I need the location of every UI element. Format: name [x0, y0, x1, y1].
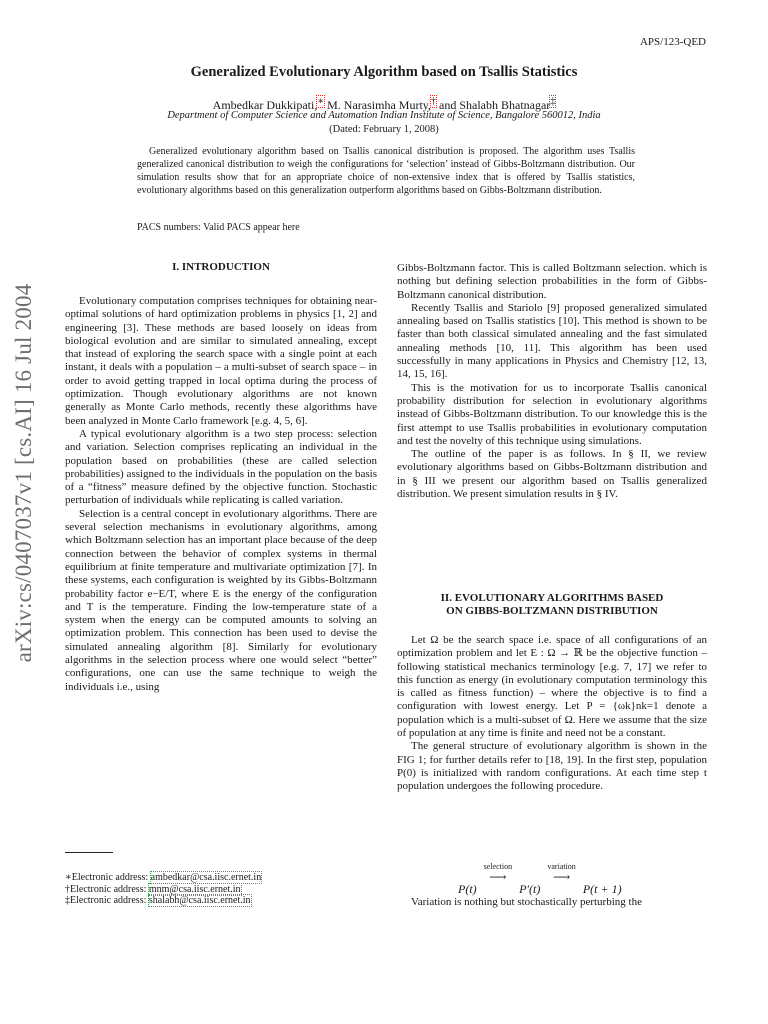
paragraph: This is the motivation for us to incorporate Tsallis canonical probability distribution for selection in evolutionary algorithms instead of Gibbs-Boltzmann distribution. To our knowledge this is the first attempt to use Tsallis probabilities in evolutionary computation and test the novelty of this technique using simulations.: [397, 381, 707, 447]
equation-arrow: $^{selection}$ ⟶: [483, 862, 513, 884]
paragraph: Variation is nothing but stochastically perturbing the: [411, 896, 642, 908]
email-link[interactable]: mnm@csa.iisc.ernet.in: [148, 883, 241, 895]
report-id: APS/123-QED: [639, 36, 706, 48]
paragraph: Evolutionary computation comprises techniques for obtaining near-optimal solutions of hard optimization problems in physics [1, 2] and engineering [3]. These methods are based loosely on ideas from biological evolution and are similar to simulated annealing, except that instead of exploring the search space with a single point at each instant, it deals with a population – a multi-subset of search space – in order to avoid getting trapped in local optima during the process of optimization. Though evolutionary algorithms are not known generally as Monte Carlo methods, recently these algorithms have been analyzed in Monte Carlo framework [e.g. 4, 5, 6].: [65, 295, 377, 427]
email-link[interactable]: ambedkar@csa.iisc.ernet.in: [150, 872, 262, 883]
paragraph: Recently Tsallis and Stariolo [9] proposed generalized simulated annealing based on Tsallis statistics [10]. This method is shown to be faster than both classical simulated annealing and the fast simulated annealing methods [10, 11]. This algorithm has been used successfully in many applications in Physics and Chemistry [12, 13, 14, 15, 16].: [397, 301, 707, 381]
equation-term: P′(t): [519, 882, 541, 896]
footnote: [65, 895, 261, 907]
equation-arrow: $^{variation}$ ⟶: [547, 862, 576, 884]
email-link[interactable]: shalabh@csa.iisc.ernet.in: [148, 895, 251, 906]
author-name: Ambedkar Dukkipati,: [212, 98, 318, 112]
equation-arrow-label: selection: [483, 862, 513, 871]
equation-term: P(t): [458, 882, 477, 896]
footnote-link[interactable]: †: [431, 96, 436, 107]
section-heading: I. INTRODUCTION: [172, 261, 270, 273]
footnote-label: ‡Electronic address:: [65, 895, 149, 906]
equation-arrow-label: variation: [547, 862, 576, 871]
date-line: (Dated: February 1, 2008): [329, 124, 439, 135]
footnote-label: ∗Electronic address:: [65, 872, 151, 883]
footnote-link[interactable]: ∗: [317, 96, 325, 107]
paragraph: Let Ω be the search space i.e. space of all configurations of an optimization problem and let E : Ω → ℝ be the objective function – following statistical mechanics terminology [e.g. 7, 17] we refer to this function as energy (in evolutionary computation terminology this is called as fitness function) – where the objective is to find a configuration with lowest energy. Let P = {ωk}nk=1 denote a population which is a multi-subset of Ω. Here we assume that the size of population at any time is finite and need not be a constant.: [397, 634, 707, 740]
footnote-label: †Electronic address:: [65, 883, 149, 895]
affiliation: Department of Computer Science and Automation Indian Institute of Science, Bangalore 560012, India: [167, 110, 601, 121]
paragraph: A typical evolutionary algorithm is a two step process: selection and variation. Selection comprises replicating an individual in the population based on probabilities (these are called selection probabilities) assigned to the individuals in the population on the basis of a “fitness” measure defined by the objective function. Stochastic perturbation of individuals while replicating is called variation.: [65, 427, 377, 507]
pacs-numbers: PACS numbers: Valid PACS appear here: [137, 222, 300, 233]
left-column: [65, 295, 377, 694]
section-heading-line: II. EVOLUTIONARY ALGORITHMS BASED: [440, 592, 664, 604]
paragraph: Gibbs-Boltzmann factor. This is called Boltzmann selection. which is nothing but defining selection probabilities in the form of Gibbs-Boltzmann canonical distribution.: [397, 262, 707, 301]
right-column-intro: [397, 262, 707, 501]
abstract: Generalized evolutionary algorithm based on Tsallis canonical distribution is proposed. The algorithm uses Tsallis generalized canonical distribution to weigh the configurations for ‘selection’ instead of Gibbs-Boltzmann distribution. Our simulation results show that for an appropriate choice of non-extensive index that is offered by Tsallis statistics, evolutionary algorithms based on this generalization outperform algorithms based on Gibbs-Boltzmann distribution.: [137, 146, 635, 196]
arxiv-sidebar-stamp: [4, 253, 44, 693]
section-heading: [397, 592, 707, 618]
paragraph: The outline of the paper is as follows. In § II, we review evolutionary algorithms based on Gibbs-Boltzmann distribution and in § III we present our algorithm based on Tsallis generalized distribution. We present simulation results in § IV.: [397, 448, 707, 501]
equation: [458, 862, 622, 897]
equation-term: P(t + 1): [582, 882, 622, 896]
footnotes: [65, 872, 261, 907]
paper-title: Generalized Evolutionary Algorithm based on Tsallis Statistics: [190, 64, 578, 80]
right-column-section2: [397, 634, 707, 794]
footnote: [65, 872, 261, 884]
arxiv-id: arXiv:cs/0407037v1 [cs.AI] 16 Jul 2004: [11, 283, 36, 663]
footnote-rule: [65, 852, 113, 853]
section-heading-line: ON GIBBS-BOLTZMANN DISTRIBUTION: [446, 605, 658, 617]
paragraph: Selection is a central concept in evolutionary algorithms. There are several selection mechanisms in evolutionary algorithms, among which Boltzmann selection has an important place because of the deep connection between the behavior of complex systems in thermal equilibrium at finite temperature and multivariate optimization [7]. In these systems, each configuration is weighted by its Gibbs-Boltzmann probability factor e−E/T, where E is the energy of the configuration and T is the temperature. Finding the low-temperature state of a system when the energy can be computed amounts to solving an optimization problem. This connection has been used to devise the simulated annealing algorithm [8]. Similarly for evolutionary algorithms in the selection process where one would select “better” configurations, one can use the same technique to weigh the individuals i.e., using: [65, 507, 377, 693]
author-name: and Shalabh Bhatnagar: [436, 98, 551, 112]
author-name: M. Narasimha Murty,: [324, 98, 431, 112]
footnote-link[interactable]: ‡: [550, 96, 556, 107]
footnote: [65, 884, 261, 896]
paragraph: The general structure of evolutionary algorithm is shown in the FIG 1; for further details refer to [18, 19]. In the first step, population P(0) is initialized with random configurations. At each time step t population undergoes the following procedure.: [397, 740, 707, 793]
